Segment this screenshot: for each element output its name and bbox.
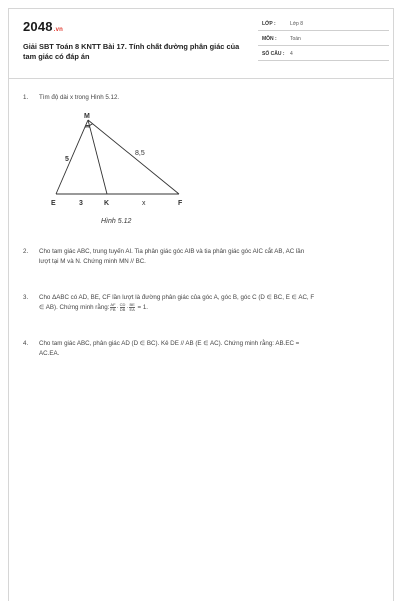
meta-label: MÔN : <box>262 36 277 42</box>
fraction-af-fb <box>110 303 115 312</box>
meta-value: 4 <box>290 51 293 57</box>
point-K: K <box>104 200 109 207</box>
meta-subject <box>258 34 389 46</box>
question-text: Tìm độ dài x trong Hình 5.12. <box>39 93 119 103</box>
segment-MK <box>88 120 107 194</box>
fraction-denominator: FB <box>110 308 115 312</box>
meta-question-count <box>258 49 389 61</box>
line2-text: ∈ AB). Chứng minh rằng: <box>39 304 109 311</box>
segment-MF <box>88 120 179 194</box>
point-F: F <box>178 200 183 207</box>
meta-label: LỚP : <box>262 21 276 27</box>
label-KF: x <box>142 200 146 207</box>
meta-label: SỐ CÂU : <box>262 51 285 57</box>
question-text-line2: ∈ AB). Chứng minh rằng: $\frac{AF}{FB}$ · $\frac{CD}{DB}$ · $\frac{BE}{EA}$ = 1. <box>39 303 148 313</box>
angle-arc-right <box>90 124 93 126</box>
question-3 <box>23 293 385 315</box>
fraction-numerator: BE <box>129 303 134 308</box>
question-text-line1: Cho tam giác ABC, trung tuyến AI. Tia phân giác góc AIB và tia phân giác góc AIC cắt AB, AC lần <box>39 247 304 257</box>
label-ME: 5 <box>65 156 69 163</box>
header-divider <box>9 78 393 79</box>
meta-value: Lớp 8 <box>290 21 303 27</box>
triangle-figure <box>49 113 199 225</box>
question-number: 2. <box>23 247 28 257</box>
logo-text: 2048 <box>23 19 53 34</box>
logo-suffix: .vn <box>54 27 63 33</box>
figure-caption: Hình 5.12 <box>101 218 131 225</box>
point-M: M <box>84 113 90 120</box>
fraction-denominator: DB <box>120 308 126 312</box>
question-number: 3. <box>23 293 28 303</box>
document-title: Giải SBT Toán 8 KNTT Bài 17. Tính chất đường phân giác của tam giác có đáp án <box>23 42 243 62</box>
line2-end: = 1. <box>138 304 149 311</box>
site-logo[interactable] <box>23 19 63 34</box>
segment-ME <box>56 120 88 194</box>
fraction-be-ea <box>129 303 134 312</box>
question-4 <box>23 339 385 361</box>
question-1 <box>23 93 383 105</box>
label-MF: 8,5 <box>135 150 145 157</box>
question-text-line1: Cho tam giác ABC, phân giác AD (D ∈ BC). Kẻ DE // AB (E ∈ AC). Chứng minh rằng: AB.EC = <box>39 339 299 349</box>
meta-grade <box>258 19 389 31</box>
meta-value: Toán <box>290 36 301 42</box>
question-number: 1. <box>23 93 28 103</box>
question-2 <box>23 247 385 269</box>
point-E: E <box>51 200 56 207</box>
fraction-numerator: CD <box>120 303 126 308</box>
question-text-line1: Cho ΔABC có AD, BE, CF lần lượt là đường phân giác của góc A, góc B, góc C (D ∈ BC, E ∈ AC, F <box>39 293 314 303</box>
question-text-line2: AC.EA. <box>39 349 59 359</box>
question-number: 4. <box>23 339 28 349</box>
label-EK: 3 <box>79 200 83 207</box>
fraction-denominator: EA <box>129 308 134 312</box>
question-text-line2: lượt tại M và N. Chứng minh MN // BC. <box>39 257 146 267</box>
fraction-numerator: AF <box>110 303 115 308</box>
worksheet <box>8 8 394 601</box>
fraction-cd-db <box>120 303 126 312</box>
